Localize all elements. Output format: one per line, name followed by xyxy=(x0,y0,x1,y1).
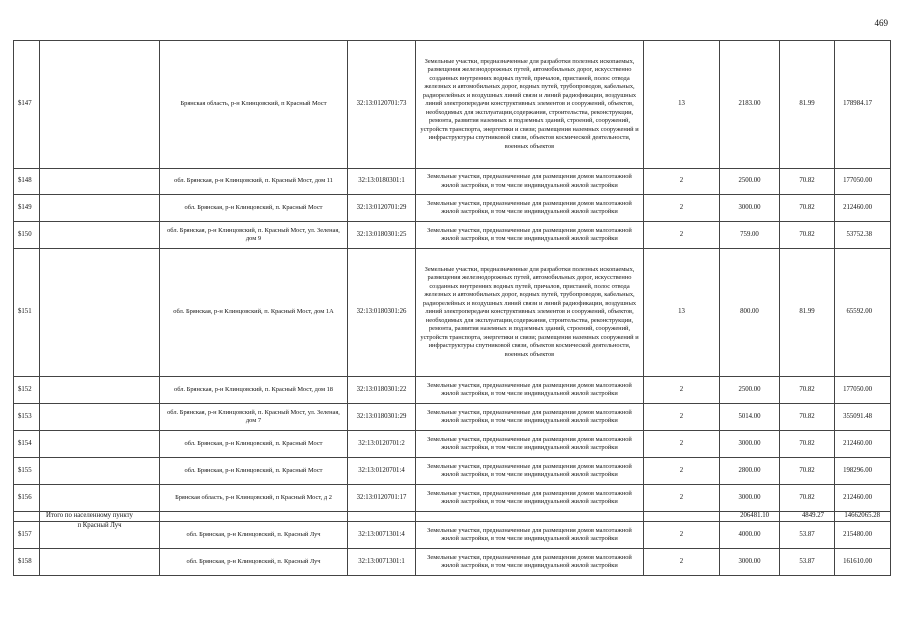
row-settlement xyxy=(40,41,160,169)
row-address: обл. Брянская, р-н Клинцовский, п. Красный Мост, дом 11 xyxy=(160,169,348,195)
row-address: обл. Брянская, р-н Клинцовский, п. Красный Мост xyxy=(160,195,348,222)
row-code: 2 xyxy=(644,222,720,249)
row-cadastral-number: 32:13:0071301:4 xyxy=(348,522,416,549)
row-land-use: Земельные участки, предназначенные для размещения домов малоэтажной жилой застройки, в том числе индивидуальной жилой застройки xyxy=(416,485,644,512)
row-code: 2 xyxy=(644,458,720,485)
row-rate: 70.82 xyxy=(780,195,835,222)
row-rate: 81.99 xyxy=(780,41,835,169)
row-rate: 70.82 xyxy=(780,377,835,404)
row-address: обл. Брянская, р-н Клинцовский, п. Красный Мост, ул. Зеленая, дом 9 xyxy=(160,222,348,249)
table-row xyxy=(14,431,891,458)
row-cadastral-number: 32:13:0120701:4 xyxy=(348,458,416,485)
row-id: $150 xyxy=(14,222,40,249)
total-area: 206481.10 xyxy=(720,512,780,522)
row-code: 2 xyxy=(644,169,720,195)
row-rate: 70.82 xyxy=(780,404,835,431)
row-settlement: п Красный Луч xyxy=(40,522,160,549)
row-code: 2 xyxy=(644,485,720,512)
row-address: обл. Брянская, р-н Клинцовский, п. Красный Мост xyxy=(160,431,348,458)
row-code: 13 xyxy=(644,249,720,377)
total-row xyxy=(14,512,891,522)
table-row xyxy=(14,41,891,169)
row-cadastral-number: 32:13:0180301:1 xyxy=(348,169,416,195)
row-code: 2 xyxy=(644,377,720,404)
row-code: 2 xyxy=(644,522,720,549)
row-value: 212460.00 xyxy=(835,195,891,222)
total-blank xyxy=(14,512,40,522)
row-cadastral-number: 32:13:0120701:29 xyxy=(348,195,416,222)
row-address: обл. Брянская, р-н Клинцовский, п. Красный Луч xyxy=(160,549,348,576)
row-value: 53752.38 xyxy=(835,222,891,249)
row-id: $148 xyxy=(14,169,40,195)
row-settlement xyxy=(40,195,160,222)
row-code: 2 xyxy=(644,549,720,576)
row-rate: 53.87 xyxy=(780,522,835,549)
row-area: 3000.00 xyxy=(720,485,780,512)
row-value: 212460.00 xyxy=(835,485,891,512)
row-settlement xyxy=(40,431,160,458)
row-rate: 70.82 xyxy=(780,458,835,485)
row-value: 177050.00 xyxy=(835,377,891,404)
row-area: 759.00 xyxy=(720,222,780,249)
row-rate: 70.82 xyxy=(780,485,835,512)
row-cadastral-number: 32:13:0120701:17 xyxy=(348,485,416,512)
row-value: 215480.00 xyxy=(835,522,891,549)
row-address: обл. Брянская, р-н Клинцовский, п. Красный Луч xyxy=(160,522,348,549)
row-id: $155 xyxy=(14,458,40,485)
row-settlement xyxy=(40,377,160,404)
table-row xyxy=(14,195,891,222)
row-address: обл. Брянская, р-н Клинцовский, п. Красный Мост, дом 18 xyxy=(160,377,348,404)
row-code: 13 xyxy=(644,41,720,169)
row-value: 212460.00 xyxy=(835,431,891,458)
row-land-use: Земельные участки, предназначенные для размещения домов малоэтажной жилой застройки, в том числе индивидуальной жилой застройки xyxy=(416,169,644,195)
row-rate: 81.99 xyxy=(780,249,835,377)
table-row xyxy=(14,458,891,485)
row-id: $149 xyxy=(14,195,40,222)
row-address: Брянская область, р-н Клинцовский, п Красный Мост, д 2 xyxy=(160,485,348,512)
table-body xyxy=(14,41,891,576)
row-value: 355091.48 xyxy=(835,404,891,431)
table-row xyxy=(14,249,891,377)
table-row xyxy=(14,377,891,404)
row-code: 2 xyxy=(644,404,720,431)
total-label: Итого по населенному пункту xyxy=(40,512,160,522)
row-settlement xyxy=(40,458,160,485)
row-area: 2500.00 xyxy=(720,169,780,195)
row-area: 2500.00 xyxy=(720,377,780,404)
row-value: 65592.00 xyxy=(835,249,891,377)
cadastral-table xyxy=(13,40,891,576)
total-blank xyxy=(348,512,416,522)
row-id: $154 xyxy=(14,431,40,458)
row-value: 177050.00 xyxy=(835,169,891,195)
row-value: 178984.17 xyxy=(835,41,891,169)
row-land-use: Земельные участки, предназначенные для разработки полезных ископаемых, размещения железнодорожных путей, автомобильных дорог, искусственно созданных внутренних водных путей, причалов, пристаней, полос отвода железных и автомобильных дорог, водных путей, трубопроводов, кабельных, радиорелейных и воздушных линий связи и линий радиофикации, воздушных линий электропередачи конструктивных элементов и сооружений, объектов, необходимых для эксплуатации,содержания, строительства, реконструкции, ремонта, развития наземных и подземных зданий, строений, сооружений, устройств транспорта, энергетики и связи; размещения наземных сооружений и инфраструктуры спутниковой связи, объектов космической деятельности, военных объектов xyxy=(416,41,644,169)
row-area: 2183.00 xyxy=(720,41,780,169)
total-blank xyxy=(160,512,348,522)
row-id: $153 xyxy=(14,404,40,431)
row-rate: 53.87 xyxy=(780,549,835,576)
row-settlement xyxy=(40,169,160,195)
row-settlement xyxy=(40,549,160,576)
total-blank xyxy=(644,512,720,522)
row-land-use: Земельные участки, предназначенные для размещения домов малоэтажной жилой застройки, в том числе индивидуальной жилой застройки xyxy=(416,377,644,404)
row-area: 3000.00 xyxy=(720,549,780,576)
row-cadastral-number: 32:13:0180301:29 xyxy=(348,404,416,431)
row-id: $152 xyxy=(14,377,40,404)
row-settlement xyxy=(40,485,160,512)
row-land-use: Земельные участки, предназначенные для размещения домов малоэтажной жилой застройки, в том числе индивидуальной жилой застройки xyxy=(416,431,644,458)
row-address: обл. Брянская, р-н Клинцовский, п. Красный Мост, дом 1А xyxy=(160,249,348,377)
row-land-use: Земельные участки, предназначенные для размещения домов малоэтажной жилой застройки, в том числе индивидуальной жилой застройки xyxy=(416,549,644,576)
row-area: 4000.00 xyxy=(720,522,780,549)
row-area: 800.00 xyxy=(720,249,780,377)
table-row xyxy=(14,222,891,249)
total-blank xyxy=(416,512,644,522)
row-settlement xyxy=(40,249,160,377)
row-land-use: Земельные участки, предназначенные для размещения домов малоэтажной жилой застройки, в том числе индивидуальной жилой застройки xyxy=(416,522,644,549)
row-land-use: Земельные участки, предназначенные для размещения домов малоэтажной жилой застройки, в том числе индивидуальной жилой застройки xyxy=(416,195,644,222)
page-number: 469 xyxy=(874,18,888,28)
row-id: $151 xyxy=(14,249,40,377)
row-cadastral-number: 32:13:0120701:2 xyxy=(348,431,416,458)
table-row xyxy=(14,404,891,431)
row-rate: 70.82 xyxy=(780,222,835,249)
table-row xyxy=(14,169,891,195)
row-area: 3000.00 xyxy=(720,431,780,458)
row-cadastral-number: 32:13:0180301:26 xyxy=(348,249,416,377)
row-cadastral-number: 32:13:0180301:25 xyxy=(348,222,416,249)
row-land-use: Земельные участки, предназначенные для размещения домов малоэтажной жилой застройки, в том числе индивидуальной жилой застройки xyxy=(416,222,644,249)
row-cadastral-number: 32:13:0071301:1 xyxy=(348,549,416,576)
row-id: $158 xyxy=(14,549,40,576)
table-row xyxy=(14,485,891,512)
row-cadastral-number: 32:13:0180301:22 xyxy=(348,377,416,404)
row-cadastral-number: 32:13:0120701:73 xyxy=(348,41,416,169)
row-address: обл. Брянская, р-н Клинцовский, п. Красный Мост, ул. Зеленая, дом 7 xyxy=(160,404,348,431)
row-settlement xyxy=(40,404,160,431)
row-area: 5014.00 xyxy=(720,404,780,431)
row-code: 2 xyxy=(644,431,720,458)
row-land-use: Земельные участки, предназначенные для размещения домов малоэтажной жилой застройки, в том числе индивидуальной жилой застройки xyxy=(416,404,644,431)
row-id: $156 xyxy=(14,485,40,512)
row-address: Брянская область, р-н Клинцовский, п Красный Мост xyxy=(160,41,348,169)
table-row xyxy=(14,522,891,549)
table-row xyxy=(14,549,891,576)
row-rate: 70.82 xyxy=(780,431,835,458)
row-code: 2 xyxy=(644,195,720,222)
row-address: обл. Брянская, р-н Клинцовский, п. Красный Мост xyxy=(160,458,348,485)
row-settlement xyxy=(40,222,160,249)
row-area: 3000.00 xyxy=(720,195,780,222)
row-value: 161610.00 xyxy=(835,549,891,576)
row-rate: 70.82 xyxy=(780,169,835,195)
row-id: $147 xyxy=(14,41,40,169)
row-area: 2800.00 xyxy=(720,458,780,485)
row-land-use: Земельные участки, предназначенные для размещения домов малоэтажной жилой застройки, в том числе индивидуальной жилой застройки xyxy=(416,458,644,485)
row-land-use: Земельные участки, предназначенные для разработки полезных ископаемых, размещения железнодорожных путей, автомобильных дорог, искусственно созданных внутренних водных путей, причалов, пристаней, полос отвода железных и автомобильных дорог, водных путей, трубопроводов, кабельных, радиорелейных и воздушных линий связи и линий радиофикации, воздушных линий электропередачи конструктивных элементов и сооружений, объектов, необходимых для эксплуатации,содержания, строительства, реконструкции, ремонта, развития наземных и подземных зданий, строений, сооружений, устройств транспорта, энергетики и связи; размещения наземных сооружений и инфраструктуры спутниковой связи, объектов космической деятельности, военных объектов xyxy=(416,249,644,377)
total-value: 14662065.28 xyxy=(835,512,891,522)
row-id: $157 xyxy=(14,522,40,549)
total-rate: 4849.27 xyxy=(780,512,835,522)
row-value: 198296.00 xyxy=(835,458,891,485)
